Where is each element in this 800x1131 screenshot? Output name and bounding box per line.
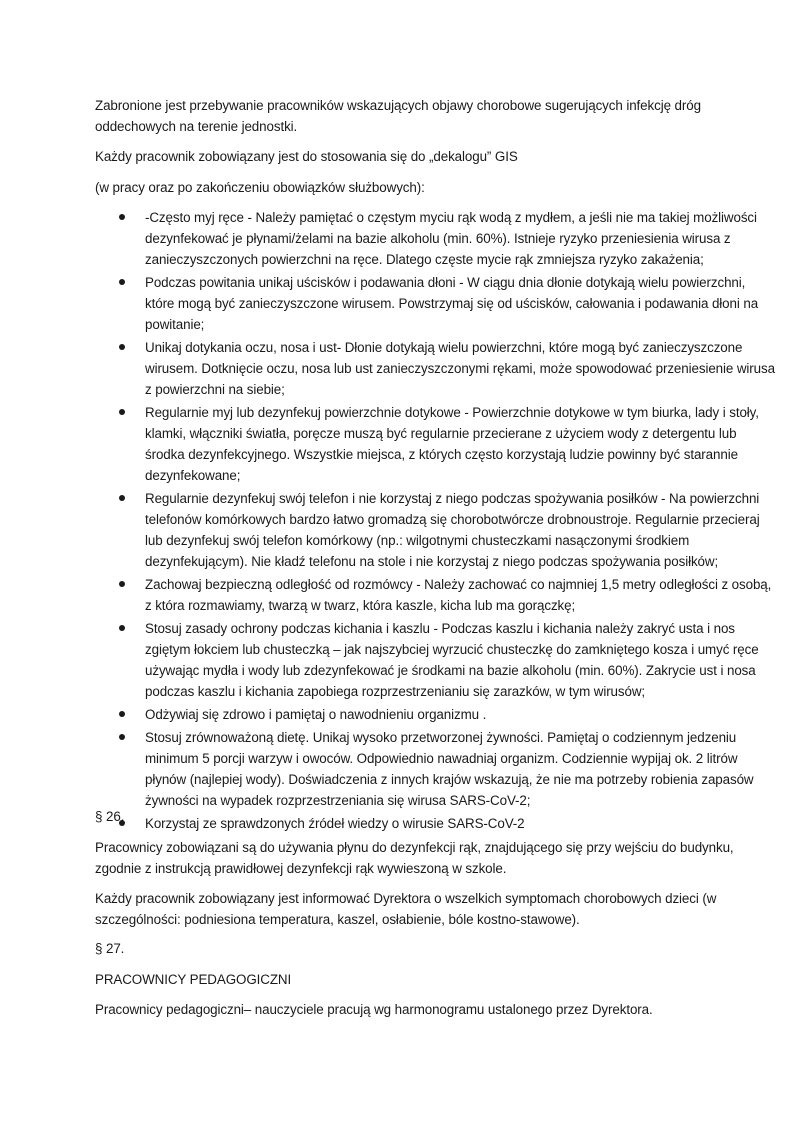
intro-paragraph-2: Każdy pracownik zobowiązany jest do stosowania się do „dekalogu” GIS [95, 149, 518, 164]
bullet-icon [119, 625, 125, 631]
bullet-icon [119, 409, 125, 415]
list-item-text: -Często myj ręce - Należy pamiętać o częstym myciu rąk wodą z mydłem, a jeśli nie ma takiej możliwości dezynfekować je płynami/żelami na bazie alkoholu (min. 60%). Istnieje ryzyko przeniesienia wirusa z zanieczyszczonych powierzchni na ręce. Dlatego częste mycie rąk zmniejsza ryzyko zakażenia; [145, 210, 757, 267]
bullet-icon [119, 711, 125, 717]
list-item-text: Zachowaj bezpieczną odległość od rozmówcy - Należy zachować co najmniej 1,5 metry odległości z osobą, z która rozmawiamy, twarzą w twarz, która kaszle, kicha lub ma gorączkę; [145, 577, 772, 613]
bullet-icon [119, 214, 125, 220]
list-item-text: Regularnie myj lub dezynfekuj powierzchnie dotykowe - Powierzchnie dotykowe w tym biurka, lady i stoły, klamki, włączniki światła, poręcze muszą być regularnie przecierane z użyciem wody z detergentu lub środka dezynfekcyjnego. Wszystkie miejsca, z których często korzystają ludzie powinny być starannie dezynfekowane; [145, 405, 759, 483]
section-26-paragraph-2: Każdy pracownik zobowiązany jest informować Dyrektora o wszelkich symptomach chorobowych dzieci (w szczególności: podniesiona temperatura, kaszel, osłabienie, bóle kostno-stawowe). [95, 891, 717, 927]
list-item [95, 488, 775, 572]
list-item-text: Podczas powitania unikaj uścisków i podawania dłoni - W ciągu dnia dłonie dotykają wielu powierzchni, które mogą być zanieczyszczone wirusem. Powstrzymaj się od uścisków, całowania i podawania dłoni na powitanie; [145, 275, 759, 332]
list-item [95, 574, 775, 616]
section-26-paragraph-1: Pracownicy zobowiązani są do używania płynu do dezynfekcji rąk, znajdującego się przy wejściu do budynku, zgodnie z instrukcją prawidłowej dezynfekcji rąk wywieszoną w szkole. [95, 840, 734, 876]
bullet-icon [119, 279, 125, 285]
list-item-text: Korzystaj ze sprawdzonych źródeł wiedzy o wirusie SARS-CoV-2 [145, 816, 525, 831]
list-item [95, 727, 775, 811]
list-item-text: Unikaj dotykania oczu, nosa i ust- Dłonie dotykają wielu powierzchni, które mogą być zanieczyszczone wirusem. Dotknięcie oczu, nosa lub ust zanieczyszczonymi rękami, może spowodować przeniesienie wirusa z powierzchni na siebie; [145, 340, 775, 397]
intro-paragraph-1: Zabronione jest przebywanie pracowników wskazujących objawy chorobowe sugerujących infekcję dróg oddechowych na terenie jednostki. [95, 98, 701, 134]
list-item [95, 207, 775, 270]
list-item [95, 704, 775, 725]
list-item [95, 618, 775, 702]
list-item [95, 272, 775, 335]
list-item-text: Stosuj zrównoważoną dietę. Unikaj wysoko przetworzonej żywności. Pamiętaj o codziennym jedzeniu minimum 5 porcji warzyw i owoców. Odpowiednio nawadniaj organizm. Codziennie wypijaj ok. 2 litrów płynów (najlepiej wody). Doświadczenia z innych krajów wskazują, że nie ma potrzeby robienia zapasów żywności na wypadek rozprzestrzeniania się wirusa SARS-CoV-2; [145, 730, 754, 808]
bullet-icon [119, 734, 125, 740]
bullet-icon [119, 344, 125, 350]
list-item-text: Stosuj zasady ochrony podczas kichania i kaszlu - Podczas kaszlu i kichania należy zakryć usta i nos zgiętym łokciem lub chusteczką – jak najszybciej wyrzucić chusteczkę do zamkniętego kosza i umyć ręce używając mydła i wody lub zdezynfekować je środkami na bazie alkoholu (min. 60%). Zakrycie ust i nosa podczas kaszlu i kichania zapobiega rozprzestrzenianiu się zarazków, w tym wirusów; [145, 621, 759, 699]
gis-decalogue-list [95, 207, 775, 836]
list-item-text: Odżywiaj się zdrowo i pamiętaj o nawodnieniu organizmu . [145, 707, 487, 722]
section-27-heading: § 27. [95, 941, 125, 956]
list-item [95, 337, 775, 400]
section-27-paragraph-1: Pracownicy pedagogiczni– nauczyciele pracują wg harmonogramu ustalonego przez Dyrektora. [95, 1002, 653, 1017]
intro-paragraph-3: (w pracy oraz po zakończeniu obowiązków służbowych): [95, 180, 425, 195]
list-item [95, 402, 775, 486]
section-26-heading: § 26. [95, 809, 125, 824]
section-27-title: PRACOWNICY PEDAGOGICZNI [95, 972, 292, 987]
bullet-icon [119, 495, 125, 501]
bullet-icon [119, 581, 125, 587]
list-item-text: Regularnie dezynfekuj swój telefon i nie korzystaj z niego podczas spożywania posiłków - Na powierzchni telefonów komórkowych bardzo łatwo gromadzą się chorobotwórcze drobnoustroje. Regularnie przecieraj lub dezynfekuj swój telefon komórkowy (np.: wilgotnymi chusteczkami nasączonymi środkiem dezynfekującym). Nie kładź telefonu na stole i nie korzystaj z niego podczas spożywania posiłków; [145, 491, 760, 569]
